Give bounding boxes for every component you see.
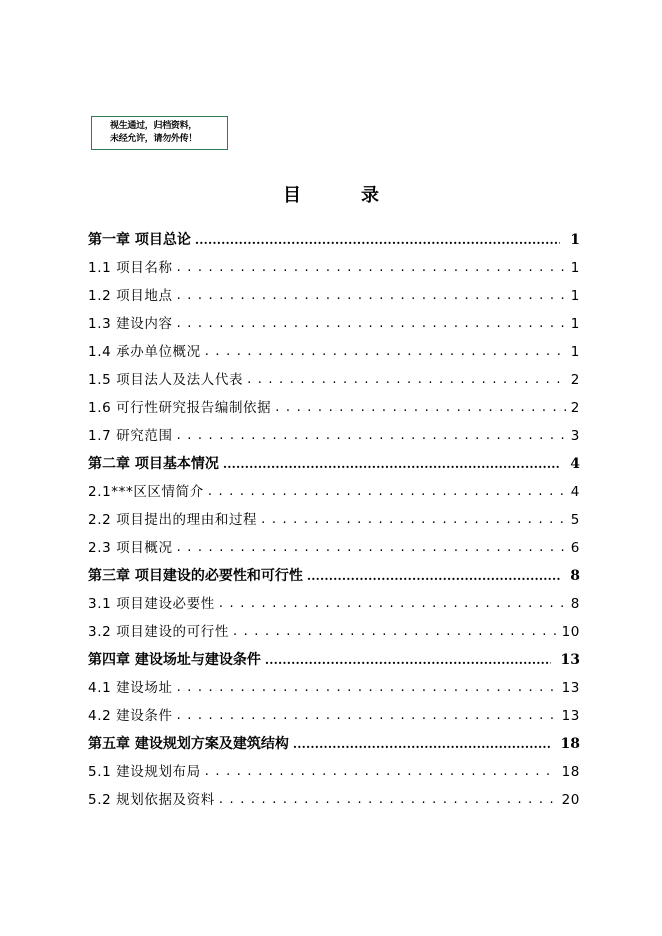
toc-leader-dots [205,338,567,366]
toc-entry-page: 1 [570,232,580,248]
toc-entry-label: 1.2 项目地点 [88,288,173,304]
toc-entry-page: 1 [570,260,580,276]
toc-section-entry[interactable] [88,506,580,534]
toc-entry-label: 1.4 承办单位概况 [88,344,201,360]
toc-entry-page: 1 [570,344,580,360]
toc-section-entry[interactable] [88,394,580,422]
toc-entry-label: 3.2 项目建设的可行性 [88,624,229,640]
stamp-line-2: 未经允许，请勿外传！ [110,134,198,144]
toc-entry-page: 13 [560,652,580,668]
toc-entry-label: 1.7 研究范围 [88,428,173,444]
toc-leader-dots [223,450,560,478]
toc-chapter-entry[interactable] [88,730,580,758]
toc-section-entry[interactable] [88,534,580,562]
toc-entry-label: 第四章 建设场址与建设条件 [88,652,261,668]
toc-chapter-entry[interactable] [88,226,580,254]
stamp-line-1: 视生通过，归档资料， [110,121,198,131]
toc-section-entry[interactable] [88,422,580,450]
toc-leader-dots [261,506,567,534]
toc-entry-page: 8 [570,596,580,612]
toc-entry-label: 第二章 项目基本情况 [88,456,219,472]
toc-leader-dots [275,394,567,422]
toc-entry-label: 第一章 项目总论 [88,232,191,248]
toc-section-entry[interactable] [88,674,580,702]
toc-entry-label: 4.1 建设场址 [88,680,173,696]
toc-section-entry[interactable] [88,758,580,786]
toc-leader-dots [177,422,567,450]
toc-entry-page: 20 [561,792,580,808]
toc-leader-dots [177,282,567,310]
toc-entry-page: 5 [570,512,580,528]
toc-entry-page: 4 [570,456,580,472]
toc-section-entry[interactable] [88,786,580,814]
toc-leader-dots [177,702,558,730]
toc-entry-page: 1 [570,316,580,332]
toc-leader-dots [177,310,567,338]
toc-title-left: 目 [283,185,301,206]
confidential-stamp [91,116,228,150]
toc-entry-label: 2.3 项目概况 [88,540,173,556]
toc-leader-dots [307,562,560,590]
toc-leader-dots [233,618,558,646]
toc-entry-label: 2.1***区区情简介 [88,484,204,500]
toc-leader-dots [219,590,567,618]
toc-entry-label: 3.1 项目建设必要性 [88,596,215,612]
toc-entry-label: 1.3 建设内容 [88,316,173,332]
toc-entry-label: 第五章 建设规划方案及建筑结构 [88,736,289,752]
toc-entry-page: 8 [570,568,580,584]
toc-entry-page: 1 [570,288,580,304]
toc-entry-label: 1.1 项目名称 [88,260,173,276]
toc-entry-label: 2.2 项目提出的理由和过程 [88,512,258,528]
toc-entry-label: 5.2 规划依据及资料 [88,792,215,808]
toc-entry-page: 10 [561,624,580,640]
toc-section-entry[interactable] [88,702,580,730]
toc-section-entry[interactable] [88,618,580,646]
toc-chapter-entry[interactable] [88,646,580,674]
toc-entry-page: 3 [570,428,580,444]
toc-leader-dots [177,254,567,282]
toc-section-entry[interactable] [88,310,580,338]
toc-leader-dots [195,226,560,254]
toc-leader-dots [293,730,551,758]
toc-leader-dots [265,646,551,674]
toc-leader-dots [208,478,567,506]
toc-entry-page: 2 [570,372,580,388]
table-of-contents [88,226,580,814]
toc-entry-page: 6 [570,540,580,556]
toc-leader-dots [177,674,558,702]
toc-title-right: 录 [361,185,379,206]
toc-section-entry[interactable] [88,590,580,618]
toc-title [0,184,662,208]
toc-entry-label: 1.6 可行性研究报告编制依据 [88,400,272,416]
toc-entry-label: 4.2 建设条件 [88,708,173,724]
toc-leader-dots [247,366,567,394]
toc-entry-page: 4 [570,484,580,500]
toc-entry-label: 1.5 项目法人及法人代表 [88,372,244,388]
toc-entry-label: 5.1 建设规划布局 [88,764,201,780]
toc-section-entry[interactable] [88,338,580,366]
toc-entry-page: 13 [561,708,580,724]
toc-leader-dots [205,758,558,786]
toc-entry-page: 18 [561,764,580,780]
toc-entry-page: 18 [560,736,580,752]
toc-section-entry[interactable] [88,254,580,282]
toc-chapter-entry[interactable] [88,450,580,478]
toc-leader-dots [219,786,558,814]
toc-chapter-entry[interactable] [88,562,580,590]
toc-entry-page: 2 [570,400,580,416]
toc-leader-dots [177,534,567,562]
toc-entry-label: 第三章 项目建设的必要性和可行性 [88,568,303,584]
toc-entry-page: 13 [561,680,580,696]
toc-section-entry[interactable] [88,282,580,310]
toc-section-entry[interactable] [88,478,580,506]
toc-section-entry[interactable] [88,366,580,394]
